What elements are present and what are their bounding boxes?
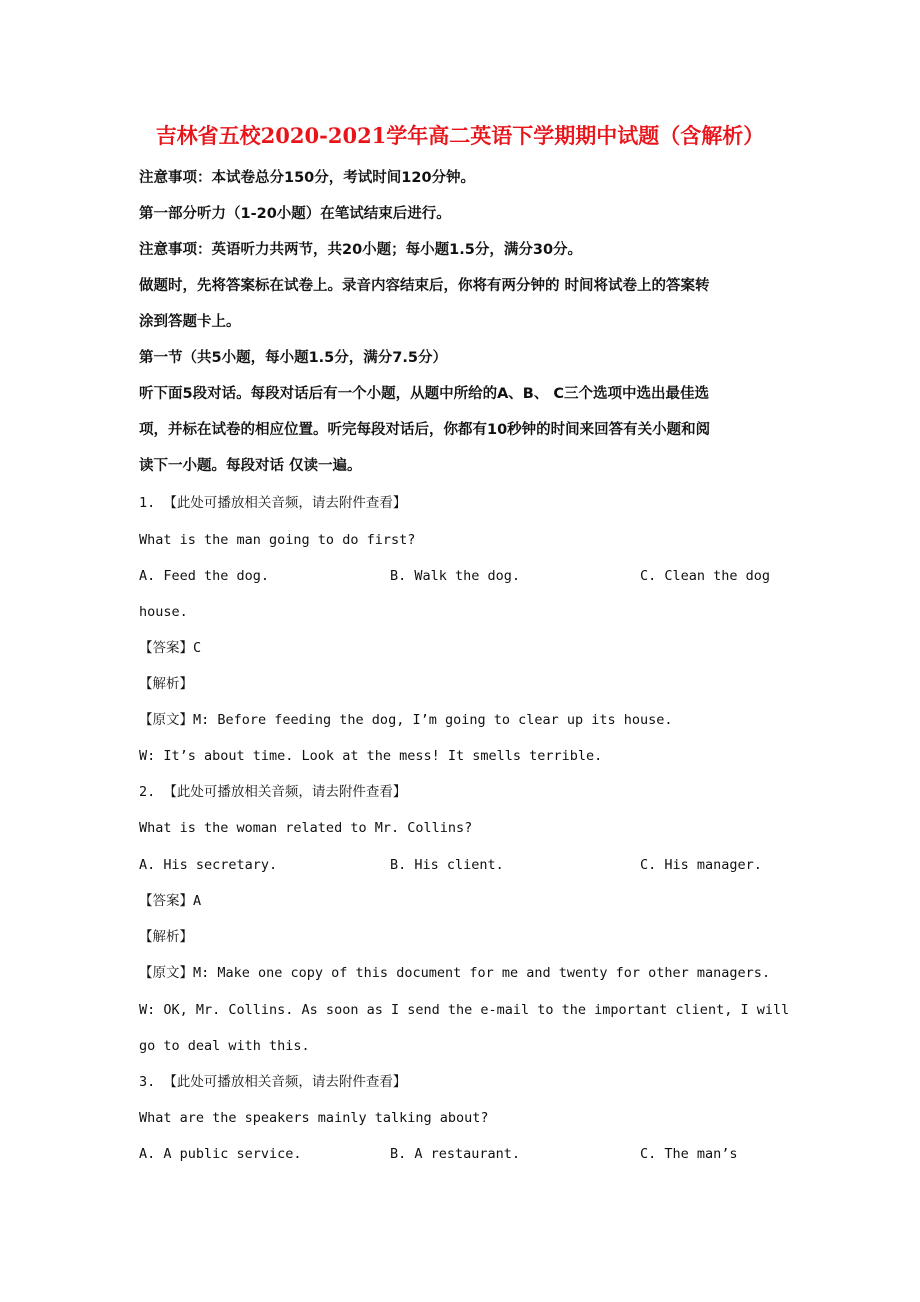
document-title: 吉林省五校2020-2021学年高二英语下学期期中试题（含解析） bbox=[155, 123, 765, 148]
text-line: W: OK, Mr. Collins. As soon as I send the e-mail to the important client, I will bbox=[139, 1002, 790, 1018]
option-a: A. Feed the dog. bbox=[139, 568, 270, 584]
option-c: C. Clean the dog bbox=[640, 568, 771, 584]
text-line: 【原文】M: Make one copy of this document for me and twenty for other managers. bbox=[139, 965, 771, 981]
text-line: 2. 【此处可播放相关音频，请去附件查看】 bbox=[139, 784, 407, 800]
text-line: 3. 【此处可播放相关音频，请去附件查看】 bbox=[139, 1074, 407, 1090]
instruction-line: 注意事项：英语听力共两节，共20小题；每小题1.5分，满分30分。 bbox=[139, 242, 583, 258]
text-line: 【解析】 bbox=[139, 676, 193, 692]
text-line: house. bbox=[139, 604, 188, 620]
option-a: A. A public service. bbox=[139, 1146, 302, 1162]
instruction-line: 读下一小题。每段对话 仅读一遍。 bbox=[139, 458, 362, 474]
text-line: 【原文】M: Before feeding the dog, I’m going to clear up its house. bbox=[139, 712, 673, 728]
option-a: A. His secretary. bbox=[139, 857, 278, 873]
text-line: go to deal with this. bbox=[139, 1038, 310, 1054]
text-line: What are the speakers mainly talking about? bbox=[139, 1110, 489, 1126]
option-c: C. The man’s bbox=[640, 1146, 738, 1162]
instruction-line: 第一部分听力（1-20小题）在笔试结束后进行。 bbox=[139, 206, 451, 222]
text-line: What is the man going to do first? bbox=[139, 532, 416, 548]
instruction-line: 项，并标在试卷的相应位置。听完每段对话后，你都有10秒钟的时间来回答有关小题和阅 bbox=[139, 422, 711, 438]
option-b: B. Walk the dog. bbox=[390, 568, 521, 584]
option-b: B. A restaurant. bbox=[390, 1146, 521, 1162]
instruction-line: 做题时，先将答案标在试卷上。录音内容结束后，你将有两分钟的 时间将试卷上的答案转 bbox=[139, 278, 710, 294]
option-b: B. His client. bbox=[390, 857, 504, 873]
text-line: 【答案】A bbox=[139, 893, 202, 909]
option-c: C. His manager. bbox=[640, 857, 762, 873]
instruction-line: 涂到答题卡上。 bbox=[139, 314, 241, 330]
text-line: What is the woman related to Mr. Collins? bbox=[139, 820, 473, 836]
instruction-line: 听下面5段对话。每段对话后有一个小题，从题中所给的A、B、 C三个选项中选出最佳选 bbox=[139, 386, 710, 402]
text-line: 1. 【此处可播放相关音频，请去附件查看】 bbox=[139, 495, 407, 511]
text-line: 【解析】 bbox=[139, 929, 193, 945]
text-line: 【答案】C bbox=[139, 640, 202, 656]
text-line: W: It’s about time. Look at the mess! It smells terrible. bbox=[139, 748, 603, 764]
instruction-line: 注意事项：本试卷总分150分，考试时间120分钟。 bbox=[139, 170, 476, 186]
instruction-line: 第一节（共5小题，每小题1.5分，满分7.5分） bbox=[139, 350, 447, 366]
